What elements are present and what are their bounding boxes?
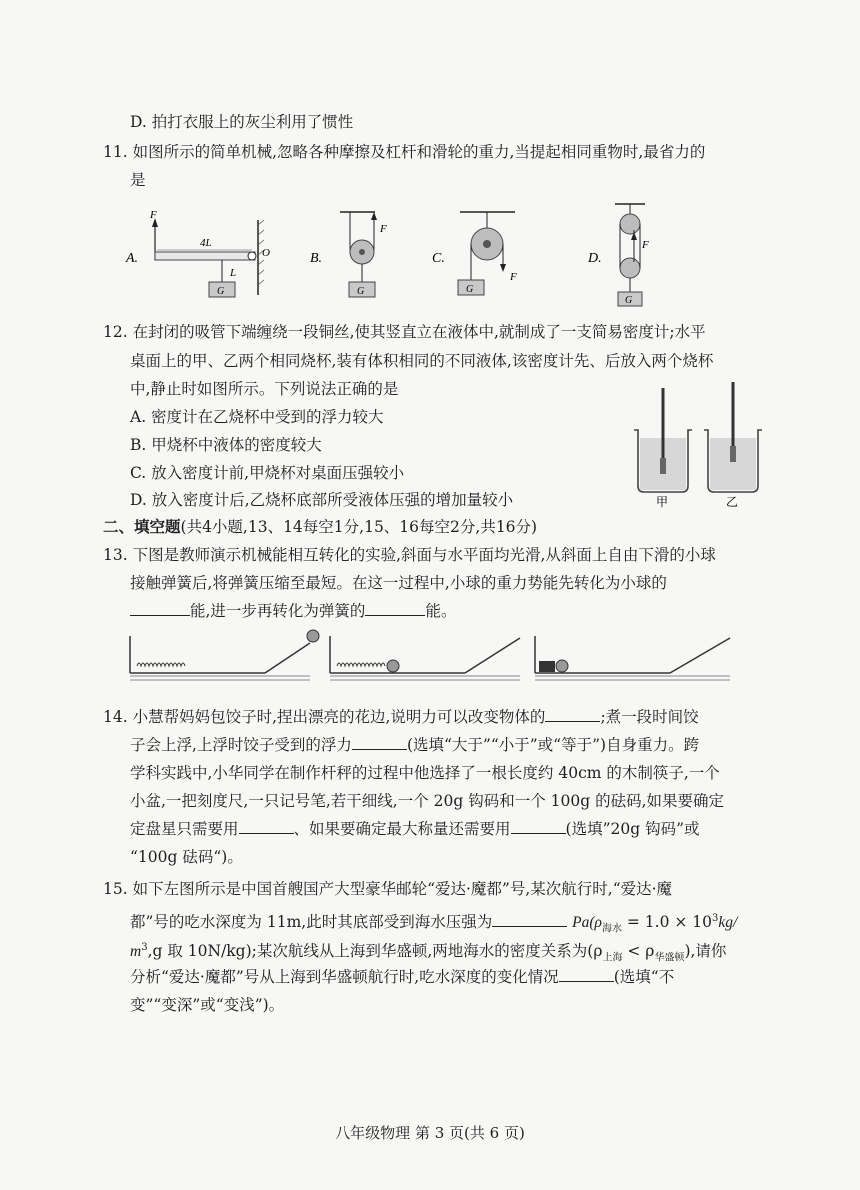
q11-f4-label: F — [642, 239, 649, 251]
q15-density-value: = 1.0 × 10 — [621, 913, 713, 932]
beaker-jia-label: 甲 — [656, 495, 669, 508]
q12-text-2: 桌面上的甲、乙两个相同烧杯,装有体积相同的不同液体,该密度计先、后放入两个烧杯 — [130, 352, 714, 370]
q15-lt: < ρ — [622, 942, 655, 961]
q13-blank-1[interactable] — [130, 599, 190, 616]
q14-blank-3[interactable] — [239, 817, 294, 834]
q15-exp: 3 — [712, 913, 719, 924]
q14-text-2b: (选填“大于”“小于”或“等于”)自身重力。跨 — [406, 736, 700, 754]
ramp-2 — [330, 636, 520, 680]
q14-text-2 — [130, 733, 699, 757]
q11-4l-label: 4L — [200, 237, 212, 249]
q11-g-b: G — [357, 286, 365, 297]
q15-text-4b: (选填“不 — [613, 968, 675, 986]
q11-text-2: 是 — [130, 171, 146, 189]
q12-option-a: A. 密度计在乙烧杯中受到的浮力较大 — [130, 408, 384, 426]
q15-text-5: 变”“变深”或“变浅”)。 — [130, 996, 285, 1014]
q11-f3-label: F — [510, 271, 517, 283]
q12-beakers — [628, 378, 778, 508]
q14-text-2a: 子会上浮,上浮时饺子受到的浮力 — [130, 736, 352, 754]
q12-text-1: 12. 在封闭的吸管下端缠绕一段铜丝,使其竖直立在液体中,就制成了一支简易密度计;水平 — [103, 323, 706, 341]
q14-text-4: 小盆,一把刻度尺,一只记号笔,若干细线,一个 20g 钩码和一个 100g 的砝码,如果要确定 — [130, 792, 724, 810]
q15-text-4a: 分析“爱达·魔都”号从上海到华盛顿航行时,吃水深度的变化情况 — [130, 968, 559, 986]
ramp-1 — [130, 630, 319, 680]
q10-option-d: D. 拍打衣服上的灰尘利用了惯性 — [130, 113, 354, 131]
q14-text-1b: ;煮一段时间饺 — [600, 708, 699, 726]
q15-blank-1[interactable] — [492, 910, 567, 927]
q15-exp-m: 3 — [141, 942, 148, 953]
q14-text-5b: 、如果要确定最大称量还需要用 — [293, 820, 511, 838]
q11-g-c: G — [466, 284, 474, 295]
section-2-title: 二、填空题 — [103, 517, 181, 536]
q15-text-2a: 都”号的吃水深度为 11m,此时其底部受到海水压强为 — [130, 913, 493, 932]
section-2-note: (共4小题,13、14每空1分,15、16每空2分,共16分) — [180, 518, 538, 536]
q11-figures — [120, 200, 770, 315]
q14-text-6: “100g 砝码“)。 — [130, 848, 243, 866]
q15-text-4 — [130, 965, 674, 989]
q14-blank-2[interactable] — [352, 733, 407, 750]
q13-text-1: 13. 下图是教师演示机械能相互转化的实验,斜面与水平面均光滑,从斜面上自由下滑的小球 — [103, 546, 716, 564]
q14-text-5 — [130, 817, 700, 841]
q15-text-3g: ),请你 — [684, 942, 727, 961]
q15-sub-washington: 华盛顿 — [654, 952, 685, 964]
q15-unit-m: m — [130, 943, 142, 961]
q13-text-3 — [130, 599, 456, 623]
q14-text-1a: 14. 小慧帮妈妈包饺子时,捏出漂亮的花边,说明力可以改变物体的 — [103, 708, 546, 726]
page-footer: 八年级物理 第 3 页(共 6 页) — [335, 1124, 525, 1142]
q11-g-d: G — [625, 295, 633, 306]
q11-g-a: G — [217, 286, 225, 297]
q15-text-1: 15. 如下左图所示是中国首艘国产大型豪华邮轮“爱达·魔都”号,某次航行时,“爱达·魔 — [103, 880, 673, 898]
q13-text-2: 接触弹簧后,将弹簧压缩至最短。在这一过程中,小球的重力势能先转化为小球的 — [130, 574, 667, 592]
q11-f1-label: F — [150, 209, 157, 221]
beaker-yi-label: 乙 — [726, 495, 739, 508]
q15-text-3c: ,g 取 10N/kg);某次航线从上海到华盛顿,两地海水的密度关系为(ρ — [147, 942, 603, 961]
q14-blank-4[interactable] — [511, 817, 566, 834]
q14-text-5a: 定盘星只需要用 — [130, 820, 239, 838]
q11-o-label: O — [262, 247, 270, 259]
section-2-heading — [103, 515, 537, 539]
q14-text-3: 学科实践中,小华同学在制作杆秤的过程中他选择了一根长度约 40cm 的木制筷子,一个 — [130, 764, 720, 782]
q14-blank-1[interactable] — [545, 705, 600, 722]
q12-option-d: D. 放入密度计后,乙烧杯底部所受液体压强的增加量较小 — [130, 491, 514, 509]
q11-label-a: A. — [126, 251, 139, 266]
q14-text-1 — [103, 705, 699, 729]
q11-label-c: C. — [432, 251, 445, 266]
q13-text-3a: 能,进一步再转化为弹簧的 — [190, 602, 366, 620]
q15-unit-kg: kg/ — [718, 914, 738, 932]
q12-option-b: B. 甲烧杯中液体的密度较大 — [130, 436, 322, 454]
q15-sub-seawater: 海水 — [601, 923, 622, 935]
q11-l-label: L — [230, 267, 237, 279]
q11-label-b: B. — [310, 251, 323, 266]
q12-option-c: C. 放入密度计前,甲烧杯对桌面压强较小 — [130, 464, 405, 482]
q13-text-3b: 能。 — [425, 602, 457, 620]
q11-label-d: D. — [588, 251, 602, 266]
q11-f2-label: F — [380, 223, 387, 235]
q12-text-3: 中,静止时如图所示。下列说法正确的是 — [130, 380, 399, 398]
q11-text-1: 11. 如图所示的简单机械,忽略各种摩擦及杠杆和滑轮的重力,当提起相同重物时,最省力的 — [103, 143, 706, 161]
q15-unit-pa: Pa(ρ — [572, 914, 602, 932]
q15-sub-shanghai: 上海 — [602, 952, 623, 964]
q14-text-5c: (选填”20g 钩码”或 — [565, 820, 700, 838]
q15-blank-2[interactable] — [559, 965, 614, 982]
q13-figures — [125, 628, 750, 688]
q13-blank-2[interactable] — [365, 599, 425, 616]
ramp-3 — [535, 636, 730, 680]
